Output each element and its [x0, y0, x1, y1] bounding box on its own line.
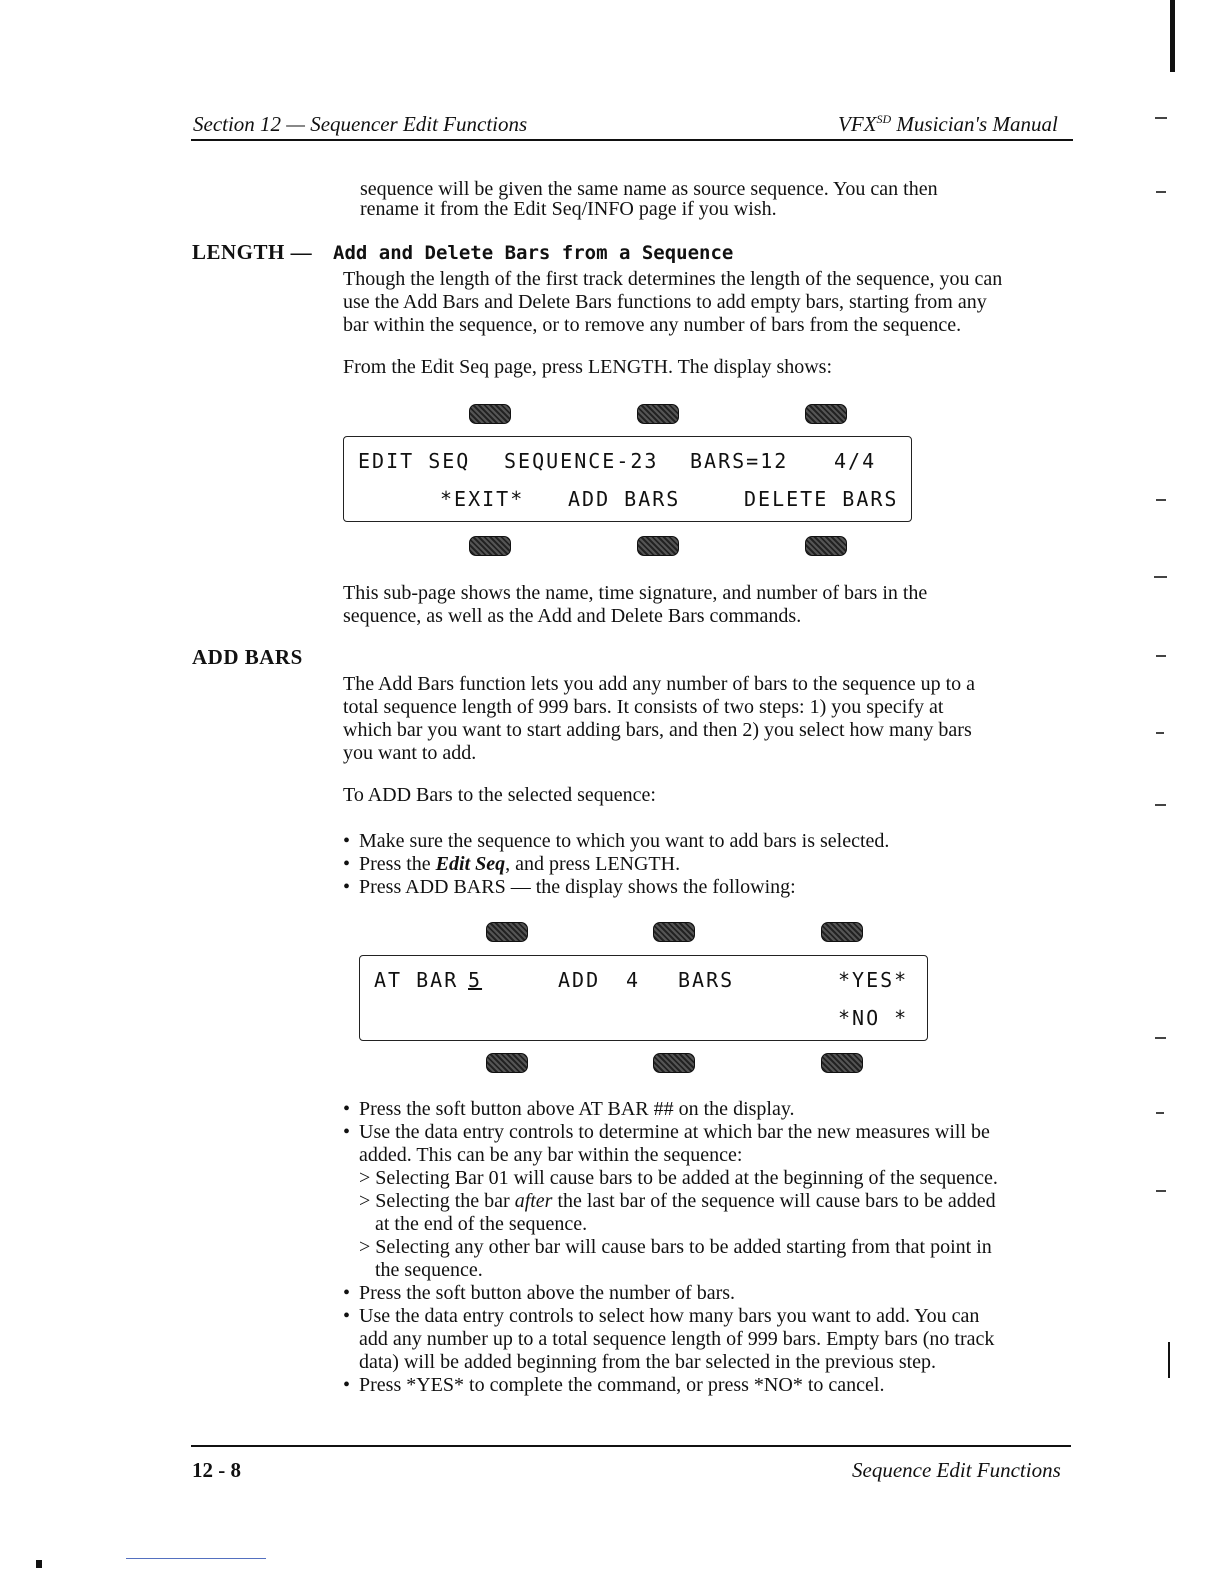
margin-mark	[1168, 1342, 1170, 1378]
length-label: LENGTH —	[192, 240, 313, 264]
lcd-display-add-bars	[359, 955, 928, 1041]
lcd-add: ADD	[558, 968, 601, 992]
margin-mark	[1156, 191, 1166, 193]
link-underline	[126, 1558, 266, 1559]
display-intro: From the Edit Seq page, press LENGTH. The display shows:	[343, 356, 833, 378]
text-line: add any number up to a total sequence length of 999 bars. Empty bars (no track	[359, 1328, 995, 1350]
lcd-display-length	[343, 436, 912, 522]
margin-mark	[1156, 732, 1164, 734]
soft-button-bottom-2[interactable]	[637, 536, 679, 556]
add-bars-steps	[343, 830, 1063, 899]
length-title: Add and Delete Bars from a Sequence	[333, 242, 734, 264]
margin-mark	[1156, 655, 1166, 657]
lcd-time-signature: 4/4	[834, 449, 877, 473]
text-line: added. This can be any bar within the sequence:	[359, 1144, 743, 1166]
soft-button-top-2[interactable]	[637, 404, 679, 424]
intro-paragraph	[360, 178, 1060, 221]
text-line: rename it from the Edit Seq/INFO page if you wish.	[360, 198, 777, 220]
header-rule	[191, 139, 1073, 141]
scan-corner-mark	[36, 1560, 42, 1568]
text-line: The Add Bars function lets you add any number of bars to the sequence up to a	[343, 673, 976, 695]
text-line: data) will be added beginning from the bar selected in the previous step.	[359, 1351, 937, 1373]
footer-rule	[191, 1445, 1071, 1447]
lcd-add-bars: ADD BARS	[568, 487, 681, 511]
sub-item: > Selecting any other bar will cause bars to be added starting from that point in	[359, 1236, 992, 1258]
sub-item-continued: the sequence.	[375, 1259, 483, 1281]
header-title: Musician's Manual	[891, 112, 1058, 136]
text-span: , and press LENGTH.	[505, 853, 681, 875]
text-line: use the Add Bars and Delete Bars functions to add empty bars, starting from any	[343, 291, 987, 313]
running-header-right	[838, 112, 1058, 137]
lcd-exit: *EXIT*	[440, 487, 525, 511]
lcd-no[interactable]: *NO *	[838, 1006, 909, 1030]
running-header-left: Section 12 — Sequencer Edit Functions	[193, 112, 528, 136]
lcd-yes[interactable]: *YES*	[838, 968, 909, 992]
lcd-bar-count[interactable]: 4	[626, 968, 641, 992]
lcd-at-bar: AT BAR	[374, 968, 459, 992]
add-bars-paragraph	[343, 673, 1063, 765]
lcd-edit-seq: EDIT SEQ	[358, 449, 471, 473]
list-item: • Make sure the sequence to which you want to add bars is selected.	[343, 830, 1063, 853]
brand-name: VFX	[838, 112, 877, 136]
sub-item	[359, 1190, 1073, 1213]
text-line: sequence, as well as the Add and Delete Bars commands.	[343, 605, 802, 627]
soft-button-top-3[interactable]	[805, 404, 847, 424]
margin-mark	[1154, 576, 1167, 578]
emphasis-edit-seq: Edit Seq	[435, 853, 506, 875]
margin-mark	[1156, 1190, 1166, 1192]
text-line: which bar you want to start adding bars, and then 2) you select how many bars	[343, 719, 972, 741]
soft-button-top-1[interactable]	[486, 922, 528, 942]
margin-mark	[1156, 1112, 1164, 1114]
margin-mark	[1155, 804, 1166, 806]
procedure-list	[343, 1098, 1073, 1397]
soft-button-bottom-3[interactable]	[821, 1053, 863, 1073]
footer-section-title: Sequence Edit Functions	[852, 1458, 1061, 1482]
brand-superscript: SD	[876, 112, 892, 126]
scan-edge-mark	[1170, 0, 1175, 72]
text-line: total sequence length of 999 bars. It consists of two steps: 1) you specify at	[343, 696, 944, 718]
text-span: the last bar of the sequence will cause bars to be added	[552, 1190, 996, 1212]
text-line: • Use the data entry controls to determine at which bar the new measures will be	[359, 1121, 990, 1143]
text-line: you want to add.	[343, 742, 477, 764]
to-add-instruction: To ADD Bars to the selected sequence:	[343, 784, 656, 806]
add-bars-label: ADD BARS	[192, 645, 303, 669]
list-item	[343, 1305, 1073, 1374]
soft-button-bottom-3[interactable]	[805, 536, 847, 556]
lcd-sequence-name: SEQUENCE-23	[504, 449, 659, 473]
text-line: sequence will be given the same name as source sequence. You can then	[360, 178, 938, 200]
margin-mark	[1155, 117, 1167, 119]
soft-button-bottom-2[interactable]	[653, 1053, 695, 1073]
lcd-bars-count: BARS=12	[690, 449, 789, 473]
lcd-bars: BARS	[678, 968, 735, 992]
list-item: • Press the soft button above the number of bars.	[343, 1282, 1073, 1305]
text-line: This sub-page shows the name, time signature, and number of bars in the	[343, 582, 928, 604]
soft-button-top-1[interactable]	[469, 404, 511, 424]
list-item: • Press *YES* to complete the command, or press *NO* to cancel.	[343, 1374, 1073, 1397]
sub-item-continued: at the end of the sequence.	[375, 1213, 588, 1235]
page-number: 12 - 8	[192, 1458, 241, 1482]
length-paragraph	[343, 268, 1073, 337]
lcd-bar-number[interactable]: 5	[468, 968, 483, 992]
text-span: > Selecting the bar	[359, 1190, 515, 1212]
text-line: • Use the data entry controls to select how many bars you want to add. You can	[359, 1305, 980, 1327]
list-item: • Press ADD BARS — the display shows the following:	[343, 876, 1063, 899]
emphasis-after: after	[514, 1190, 553, 1212]
soft-button-top-3[interactable]	[821, 922, 863, 942]
margin-mark	[1155, 1037, 1166, 1039]
subpage-description	[343, 582, 1043, 628]
sub-item: > Selecting Bar 01 will cause bars to be added at the beginning of the sequence.	[359, 1167, 998, 1189]
lcd-delete-bars: DELETE BARS	[744, 487, 899, 511]
list-item	[343, 853, 1063, 876]
text-span: Press the	[359, 853, 436, 875]
list-item	[343, 1121, 1073, 1282]
soft-button-top-2[interactable]	[653, 922, 695, 942]
text-line: bar within the sequence, or to remove any number of bars from the sequence.	[343, 314, 962, 336]
soft-button-bottom-1[interactable]	[469, 536, 511, 556]
margin-mark	[1156, 499, 1166, 501]
text-line: Though the length of the first track determines the length of the sequence, you can	[343, 268, 1003, 290]
soft-button-bottom-1[interactable]	[486, 1053, 528, 1073]
list-item: • Press the soft button above AT BAR ## on the display.	[343, 1098, 1073, 1121]
